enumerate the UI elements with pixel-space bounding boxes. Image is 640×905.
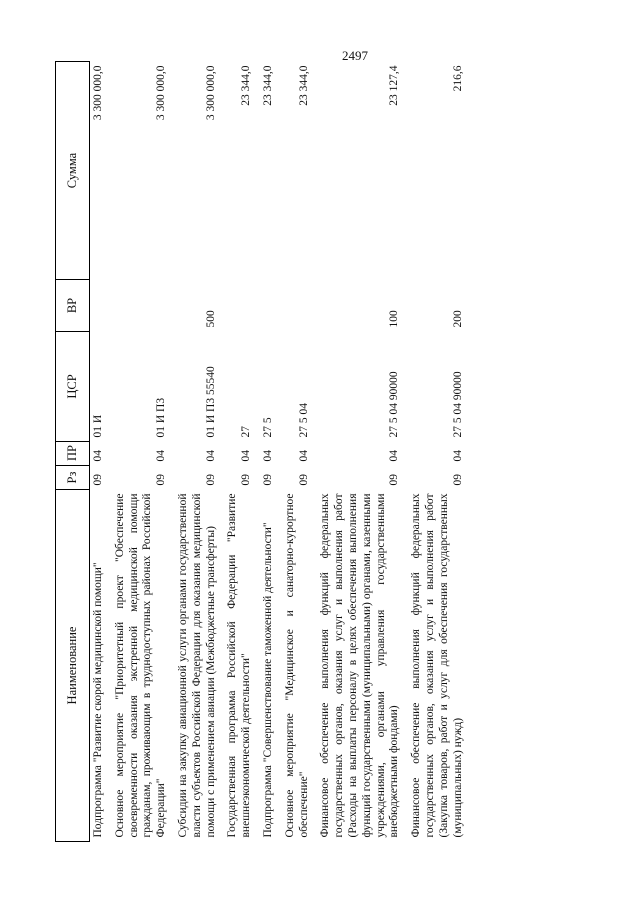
table-row xyxy=(282,62,318,842)
row-vr: 100 xyxy=(388,310,401,328)
table-row xyxy=(90,62,112,842)
row-pr: 04 xyxy=(240,450,253,462)
header-vr: ВР xyxy=(56,280,90,332)
row-rz: 09 xyxy=(204,474,217,486)
row-pr: 04 xyxy=(451,450,464,462)
row-rz: 09 xyxy=(92,474,104,486)
row-rz: 09 xyxy=(240,474,253,486)
row-pr: 04 xyxy=(388,450,401,462)
row-vr: 500 xyxy=(204,310,217,328)
row-rz: 09 xyxy=(297,474,310,486)
row-vr xyxy=(282,280,318,332)
row-vr xyxy=(224,280,260,332)
row-csr: 27 5 04 90000 xyxy=(451,371,464,438)
header-name: Наименование xyxy=(56,490,90,842)
row-sum: 23 344,0 xyxy=(297,65,310,106)
row-name: Подпрограмма "Совершенствование таможенной деятельности" xyxy=(261,522,274,838)
row-csr: 27 5 04 xyxy=(297,403,310,438)
row-csr: 01 И П3 55540 xyxy=(204,366,217,438)
header-sum: Сумма xyxy=(56,62,90,280)
row-name: Основное мероприятие "Медицинское и санаторно-курортное обеспечение" xyxy=(283,493,310,838)
row-name: Основное мероприятие "Приоритетный проект "Обеспечение своевременности оказания экстренной медицинской помощи гражданам, проживающим в труднодоступных районах Российской Федерации" xyxy=(113,493,168,838)
page-number: 2497 xyxy=(342,48,368,63)
row-vr xyxy=(260,280,282,332)
row-sum: 216,6 xyxy=(451,65,464,92)
row-sum: 3 300 000,0 xyxy=(204,65,217,121)
row-name: Государственная программа Российской Федерации "Развитие внешнеэкономической деятельности" xyxy=(226,493,253,838)
row-csr: 27 xyxy=(240,426,253,438)
row-vr: 200 xyxy=(451,310,464,328)
table-row xyxy=(224,62,260,842)
row-csr: 01 И xyxy=(92,414,104,438)
table-row xyxy=(317,62,408,842)
row-name: Финансовое обеспечение выполнения функций федеральных государственных органов, оказания услуг и выполнения работ (Закупка товаров, работ и услуг для обеспечения государственных (муниципальных) нужд) xyxy=(410,493,464,838)
row-name: Финансовое обеспечение выполнения функций федеральных государственных органов, оказания услуг и выполнения работ (Расходы на выплаты персоналу в целях обеспечения выполнения функций государственными (муниципальными) органами, казенными учреждениями, органами управления государственными внебюджетными фондами) xyxy=(319,493,401,838)
row-pr: 04 xyxy=(204,450,217,462)
row-csr: 27 5 04 90000 xyxy=(388,371,401,438)
row-rz: 09 xyxy=(261,474,274,486)
row-vr xyxy=(90,280,112,332)
row-pr: 04 xyxy=(92,450,104,462)
row-rz: 09 xyxy=(155,474,168,486)
row-rz: 09 xyxy=(451,474,464,486)
row-rz: 09 xyxy=(388,474,401,486)
row-sum: 23 127,4 xyxy=(388,65,401,106)
rotated-table-wrapper xyxy=(55,62,595,842)
row-sum: 23 344,0 xyxy=(261,65,274,106)
row-pr: 04 xyxy=(261,450,274,462)
table-row xyxy=(112,62,175,842)
row-csr: 27 5 xyxy=(261,417,274,438)
row-pr: 04 xyxy=(297,450,310,462)
header-rz: Рз xyxy=(56,466,90,490)
row-sum: 3 300 000,0 xyxy=(155,65,168,121)
table-header-row xyxy=(56,62,90,842)
table-row xyxy=(175,62,224,842)
row-name: Субсидии на закупку авиационной услуги органами государственной власти субъектов Российской Федерации для оказания медицинской помощи с применением авиации (Межбюджетные трансферты) xyxy=(176,493,217,838)
budget-table xyxy=(55,61,471,842)
table-row xyxy=(408,62,471,842)
header-csr: ЦСР xyxy=(56,332,90,442)
row-sum: 23 344,0 xyxy=(240,65,253,106)
row-vr xyxy=(112,280,175,332)
row-name: Подпрограмма "Развитие скорой медицинской помощи" xyxy=(92,562,104,838)
table-row xyxy=(260,62,282,842)
row-csr: 01 И П3 xyxy=(155,397,168,438)
header-pr: ПР xyxy=(56,442,90,466)
row-pr: 04 xyxy=(155,450,168,462)
row-sum: 3 300 000,0 xyxy=(92,65,104,121)
